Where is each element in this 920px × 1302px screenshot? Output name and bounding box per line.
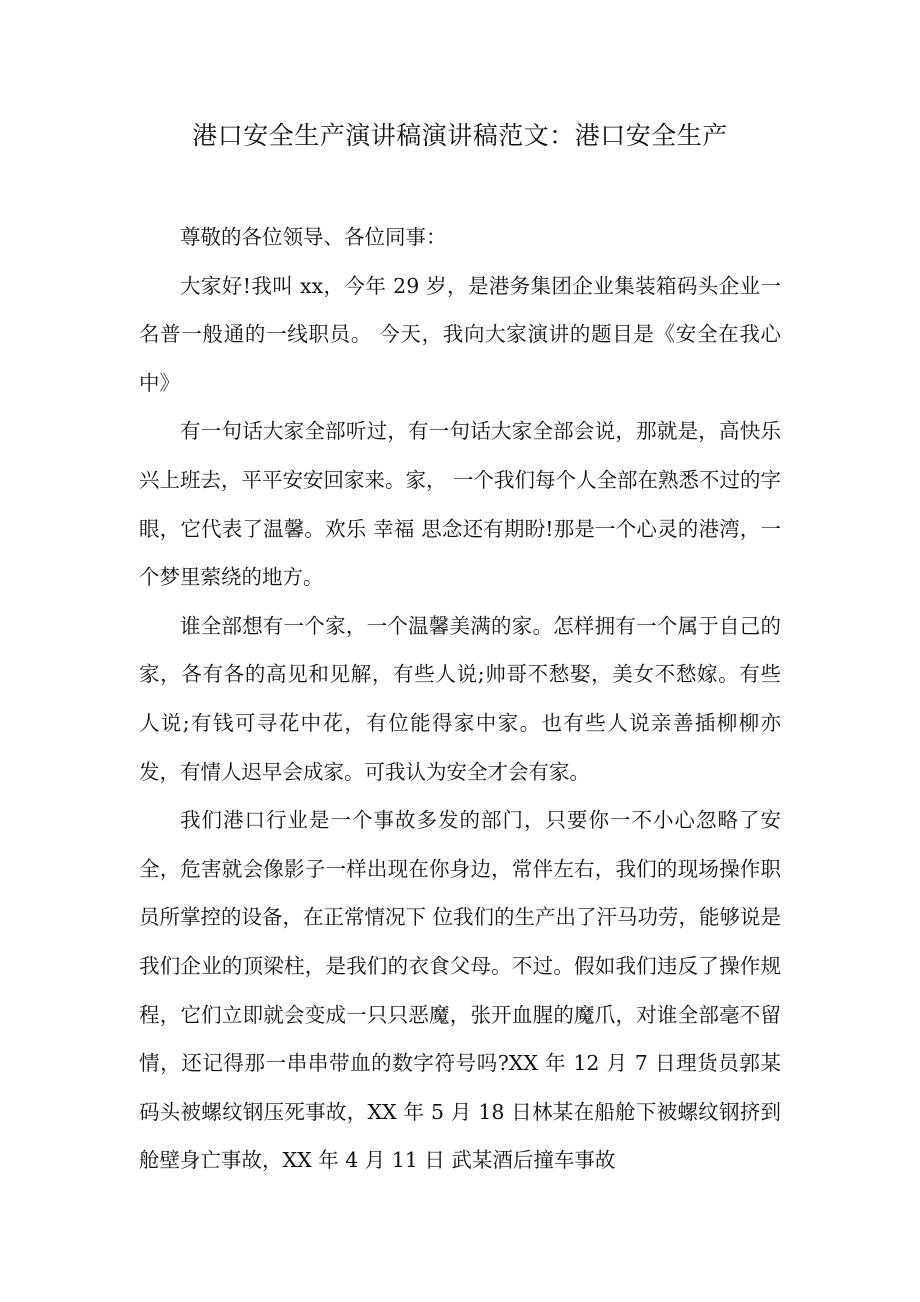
- document-body: [139, 213, 781, 1185]
- paragraph-family: 谁全部想有一个家，一个温馨美满的家。怎样拥有一个属于自己的家，各有各的高见和见解，有些人说;帅哥不愁娶，美女不愁嫁。有些人说;有钱可寻花中花，有位能得家中家。也有些人说亲善插柳柳亦发，有情人迟早会成家。可我认为安全才会有家。: [139, 613, 781, 784]
- paragraph-safety-accidents: 我们港口行业是一个事故多发的部门，只要你一不小心忽略了安全，危害就会像影子一样出现在你身边，常伴左右，我们的现场操作职员所掌控的设备，在正常情况下 位我们的生产出了汗马功劳，能够说是我们企业的顶梁柱，是我们的衣食父母。不过。假如我们违反了操作规程，它们立即就会变成一只只恶魔，张开血腥的魔爪，对谁全部毫不留情，还记得那一串串带血的数字符号吗?XX 年 12 月 7 日理货员郭某码头被螺纹钢压死事故，XX 年 5 月 18 日林某在船舱下被螺纹钢挤到舱壁身亡事故，XX 年 4 月 11 日 武某酒后撞车事故: [139, 808, 782, 1173]
- paragraph-home: 有一句话大家全部听过，有一句话大家全部会说，那就是，高快乐兴上班去，平平安安回家来。家， 一个我们每个人全部在熟悉不过的字眼，它代表了温馨。欢乐 幸福 思念还有期盼!那是一个心灵的港湾，一个梦里萦绕的地方。: [139, 419, 782, 590]
- paragraph-greeting: 尊敬的各位领导、各位同事：: [180, 225, 447, 249]
- document-title: 港口安全生产演讲稿演讲稿范文：港口安全生产: [192, 121, 728, 150]
- paragraph-introduction: 大家好!我叫 xx，今年 29 岁，是港务集团企业集装箱码头企业一名普一般通的一线职员。 今天，我向大家演讲的题目是《安全在我心中》: [139, 273, 781, 395]
